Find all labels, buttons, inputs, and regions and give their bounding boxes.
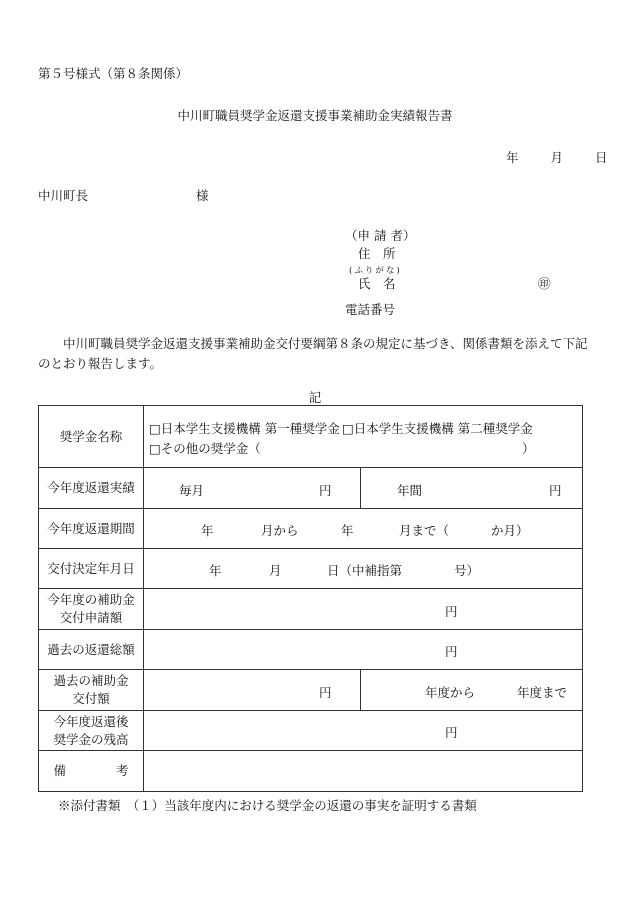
row-scholarship [39, 406, 582, 468]
past-subsidy-from: 年度から [425, 685, 476, 700]
past-subsidy-label-line1: 過去の補助金 [53, 673, 129, 688]
label-repay-period: 今年度返還期間 [39, 509, 144, 548]
apply-yen: 円 [445, 604, 458, 619]
row-apply-amount [39, 589, 582, 630]
decision-year: 年 [209, 563, 222, 578]
row-remarks [39, 751, 582, 791]
label-past-subsidy [39, 670, 144, 710]
annual-label: 年間 [397, 483, 423, 498]
past-subsidy-yen: 円 [319, 685, 332, 700]
option-second-type[interactable]: □日本学生支援機構 第二種奨学金 [342, 421, 533, 436]
period-month-from: 月から [261, 523, 299, 538]
remaining-label-line1: 今年度返還後 [53, 713, 129, 729]
name-label: 氏 名 [358, 276, 396, 291]
row-repay-actual [39, 468, 582, 509]
body-text: 中川町職員奨学金返還支援事業補助金交付要綱第８条の規定に基づき、関係書類を添えて下記のとおり報告します。 [38, 336, 588, 371]
option-other-close: ） [522, 441, 535, 456]
addressee-honorific: 様 [196, 188, 209, 203]
document-title: 中川町職員奨学金返還支援事業補助金実績報告書 [177, 108, 453, 123]
decision-month: 月 [269, 563, 282, 578]
option-first-type[interactable]: □日本学生支援機構 第一種奨学金 [149, 421, 340, 436]
furigana-label: (ふりがな) [349, 266, 402, 276]
label-remaining [39, 711, 144, 750]
date-month: 月 [550, 150, 563, 165]
addressee-name: 中川町長 [38, 188, 89, 203]
decision-number: 号） [454, 563, 480, 578]
option-other[interactable]: □その他の奨学金（ [149, 441, 261, 456]
row-decision-date [39, 549, 582, 589]
row-past-total [39, 630, 582, 670]
annual-yen: 円 [549, 483, 562, 498]
monthly-yen: 円 [319, 483, 332, 498]
decision-day: 日（中補指第 [327, 563, 403, 578]
past-subsidy-to: 年度まで [517, 685, 568, 700]
label-past-total: 過去の返還総額 [39, 630, 144, 669]
row-past-subsidy [39, 670, 582, 711]
remaining-yen: 円 [445, 725, 458, 740]
apply-label-line2: 交付申請額 [59, 610, 123, 625]
label-apply-amount [39, 589, 144, 629]
period-year-start: 年 [201, 523, 214, 538]
ki-heading: 記 [308, 390, 322, 405]
label-remarks: 備 考 [39, 751, 144, 791]
divider [360, 468, 361, 508]
applicant-heading: （申 請 者） [345, 228, 416, 243]
seal-mark: ㊞ [538, 276, 551, 291]
label-scholarship: 奨学金名称 [39, 406, 144, 467]
report-table [38, 405, 583, 792]
phone-label: 電話番号 [345, 302, 396, 317]
period-year-end: 年 [341, 523, 354, 538]
date-year: 年 [506, 150, 519, 165]
date-day: 日 [594, 150, 608, 165]
divider [360, 670, 361, 710]
period-month-to: 月まで（ [399, 523, 450, 538]
past-subsidy-label-line2: 交付額 [72, 691, 110, 706]
row-repay-period [39, 509, 582, 549]
row-remaining [39, 711, 582, 751]
date-line [506, 148, 607, 166]
label-repay-actual: 今年度返還実績 [39, 468, 144, 508]
apply-label-line1: 今年度の補助金 [47, 592, 135, 607]
period-months: か月） [491, 523, 529, 538]
attachment-note: ※添付書類 （１）当該年度内における奨学金の返還の事実を証明する書類 [58, 798, 477, 813]
remaining-label-line2: 奨学金の残高 [53, 731, 129, 747]
label-decision-date: 交付決定年月日 [39, 549, 144, 588]
form-number: 第５号様式（第８条関係） [38, 66, 189, 81]
address-label: 住 所 [358, 246, 396, 261]
past-total-yen: 円 [445, 644, 458, 659]
monthly-label: 毎月 [179, 483, 205, 498]
